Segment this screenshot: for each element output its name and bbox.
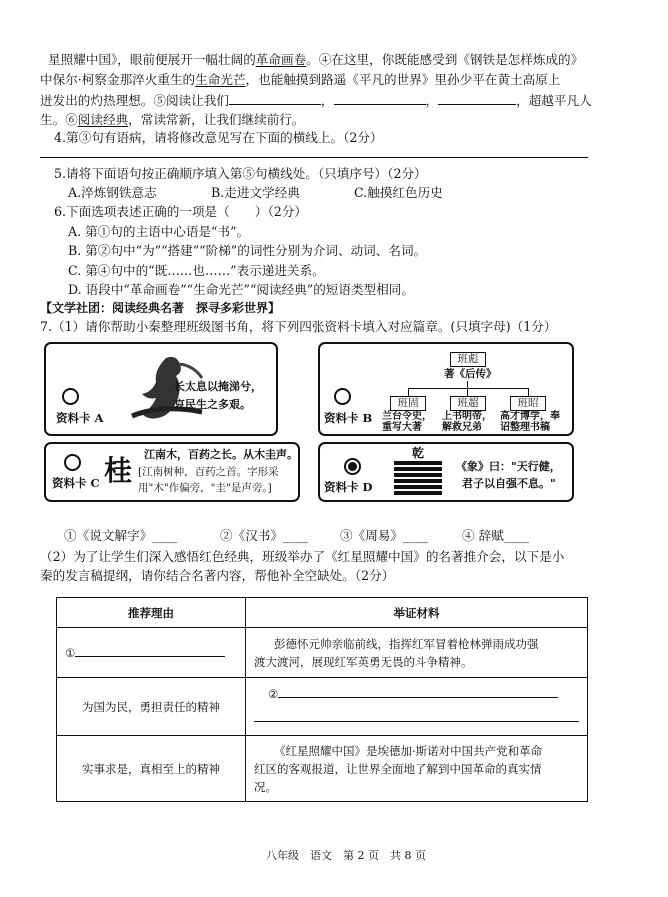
- fill-item-3[interactable]: ③《周易》____: [340, 528, 429, 543]
- evidence-text: 《红星照耀中国》是埃德加·斯诺对中国共产党和革命: [274, 743, 543, 758]
- card-d-line-1: 《象》曰："天行健，: [456, 460, 561, 473]
- reason-cell[interactable]: [57, 628, 246, 678]
- recommendation-table: [56, 597, 588, 802]
- card-c-line-2: 用"木"作偏旁，"圭"是声旁。]: [138, 482, 272, 494]
- fill-item-1[interactable]: ①《说文解字》____: [64, 528, 178, 543]
- q6-option-a: A. 第①句的主语中心语是“书”。: [68, 224, 250, 239]
- card-c-title: 江南木，百药之长。从木圭声。: [144, 448, 298, 461]
- passage-text: ，常读常新，让我们继续前行。: [128, 112, 305, 127]
- evidence-text: 彭德怀元帅亲临前线，指挥红军冒着枪林弹雨成功强: [274, 636, 539, 651]
- q6-option-b: B. 第②句中“为”“搭建”“阶梯”的词性分别为介词、动词、名词。: [68, 243, 427, 258]
- data-card-c: [44, 442, 300, 502]
- tree-child-note: 诏整理书稿: [500, 422, 550, 433]
- card-b-label: 资料卡 B: [324, 411, 373, 425]
- evidence-cell: [246, 736, 588, 802]
- passage-underlined-phrase: 革命画卷: [255, 52, 307, 67]
- tree-child-note: 重写大著: [382, 422, 422, 433]
- q5-option-b: B.走进文学经典: [211, 185, 300, 200]
- answer-blank[interactable]: [438, 92, 516, 105]
- tree-connector: [408, 388, 528, 389]
- passage-text: ，超越平凡人: [516, 93, 592, 108]
- fill-item-4[interactable]: ④ 辞赋____: [462, 528, 529, 543]
- tree-child-ban-gu: 班固: [390, 396, 426, 411]
- passage-text: ，: [320, 93, 334, 108]
- passage-text: ，: [425, 93, 439, 108]
- passage-line-3: [40, 92, 592, 109]
- card-d-label: 资料卡 D: [324, 480, 373, 494]
- card-d-hexagram-name: 乾: [412, 446, 425, 460]
- tree-child-ban-zhao: 班昭: [510, 396, 546, 411]
- passage-text: 。④在这里，你既能感受到《钢铁是怎样炼成的》: [306, 52, 584, 67]
- evidence-cell[interactable]: [246, 678, 588, 736]
- question-4: 4.第③句有语病，请将修改意见写在下面的横线上。（2分）: [54, 130, 383, 145]
- binder-hole-icon: [62, 388, 79, 405]
- question-6: 6.下面选项表述正确的一项是（ ）（2分）: [54, 204, 308, 219]
- q5-option-a: A.淬炼钢铁意志: [68, 185, 157, 200]
- page-footer: 八年级 语文 第 2 页 共 8 页: [266, 849, 426, 862]
- evidence-text: 况。: [254, 779, 277, 794]
- card-c-character: 桂: [104, 454, 133, 487]
- answer-blank[interactable]: [75, 644, 225, 657]
- passage-underlined-phrase: 生命光芒: [195, 72, 246, 87]
- q6-option-c: C. 第④句中的“既……也……”表示递进关系。: [68, 263, 325, 278]
- card-a-label: 资料卡 A: [56, 411, 104, 425]
- passage-text: 中保尔·柯察金那淬火重生的: [40, 72, 196, 87]
- answer-blank[interactable]: [334, 92, 426, 105]
- table-row: [57, 736, 588, 802]
- tree-child-note: 解救兄弟: [442, 422, 482, 433]
- evidence-cell: [246, 628, 588, 678]
- fill-item-2[interactable]: ②《汉书》____: [220, 528, 309, 543]
- tree-child-note: 上书明帝，: [442, 411, 492, 422]
- tree-child-ban-chao: 班超: [450, 396, 486, 411]
- passage-line-2: [40, 72, 560, 88]
- header-reason: 推荐理由: [57, 598, 246, 628]
- evidence-text: 红区的客观报道，让世界全面地了解到中国革命的真实情: [254, 761, 542, 776]
- card-a-text-2: 哀民生之多艰。: [174, 398, 251, 411]
- reason-cell: 为国为民，勇担责任的精神: [57, 678, 246, 736]
- table-header-row: [57, 598, 588, 628]
- question-5: 5.请将下面语句按正确顺序填入第⑤句横线处。（只填序号）（2分）: [54, 166, 427, 181]
- header-evidence: 举证材料: [246, 598, 588, 628]
- passage-underlined-phrase: 阅读经典: [77, 112, 129, 127]
- passage-line-1: [48, 52, 583, 68]
- tree-connector: [408, 388, 409, 396]
- card-d-line-2: 君子以自强不息。": [462, 477, 556, 490]
- q6-option-d: D. 语段中“革命画卷”“生命光芒”“阅读经典”的短语类型相同。: [68, 282, 414, 297]
- evidence-text: 渡大渡河，展现红军英勇无畏的斗争精神。: [254, 654, 473, 669]
- q4-answer-line[interactable]: [40, 157, 588, 158]
- question-7-2-line-2: 秦的发言稿提纲，请你结合名著内容，帮他补全空缺处。（2分）: [40, 568, 395, 583]
- binder-hole-icon: [344, 458, 361, 475]
- card-a-text-1: 长太息以掩涕兮，: [174, 380, 262, 393]
- tree-connector: [528, 388, 529, 396]
- question-7-1: 7.（1）请你帮助小秦整理班级图书角，将下列四张资料卡填入对应篇章。(只填字母)（1分）: [40, 319, 557, 334]
- passage-text: 生。⑥: [40, 112, 78, 127]
- passage-line-4: [40, 112, 304, 128]
- tree-connector: [467, 388, 468, 396]
- data-card-a: [44, 342, 278, 436]
- reason-number: ①: [65, 645, 76, 660]
- answer-blank[interactable]: [229, 92, 321, 105]
- table-row: [57, 678, 588, 736]
- qian-hexagram-icon: [394, 461, 442, 497]
- passage-text: 星照耀中国》，眼前便展开一幅壮阔的: [48, 52, 256, 67]
- answer-blank[interactable]: [278, 685, 558, 698]
- family-tree-root-note: 著《后传》: [444, 368, 497, 380]
- answer-blank[interactable]: [254, 707, 579, 722]
- tree-child-note: 高才博学，奉: [500, 411, 560, 422]
- data-card-d: [318, 442, 574, 502]
- evidence-number: ②: [268, 687, 279, 701]
- table-row: [57, 628, 588, 678]
- binder-hole-icon: [334, 388, 351, 405]
- card-c-line-1: [江南树种，百药之首。字形采: [138, 466, 279, 478]
- data-card-b: [318, 342, 574, 436]
- tree-child-note: 兰台令史，: [382, 411, 432, 422]
- question-7-2-line-1: （2）为了让学生们深入感悟红色经典，班级举办了《红星照耀中国》的名著推介会，以下是小: [40, 549, 565, 564]
- section-header: 【文学社团：阅读经典名著 探寻多彩世界】: [40, 301, 281, 315]
- reason-cell: 实事求是，真相至上的精神: [57, 736, 246, 802]
- card-c-label: 资料卡 C: [52, 476, 100, 490]
- passage-text: ，也能触摸到路遥《平凡的世界》里孙少平在黄土高原上: [245, 72, 561, 87]
- binder-hole-icon: [64, 454, 81, 471]
- q5-option-c: C.触摸红色历史: [354, 185, 443, 200]
- passage-text: 迸发出的灼热理想。⑤阅读让我们: [40, 93, 229, 108]
- family-tree-root: 班彪: [450, 352, 486, 367]
